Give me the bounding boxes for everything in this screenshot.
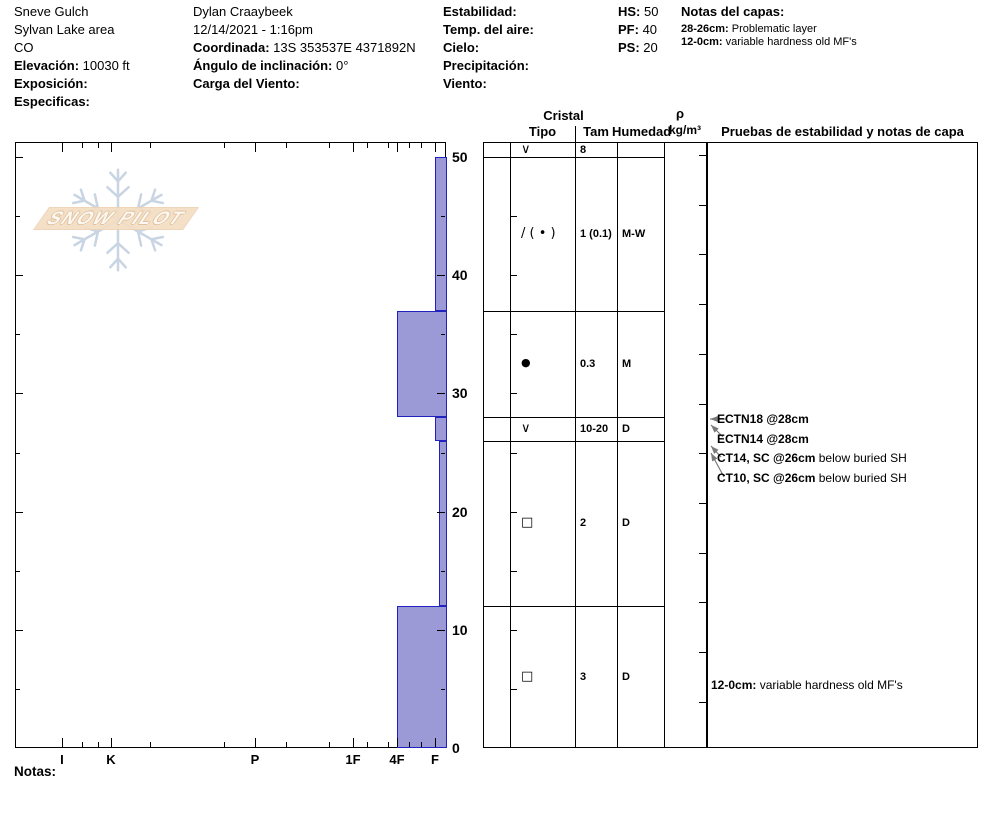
- table-depth-tick: [511, 334, 517, 335]
- header-field-label: Carga del Viento:: [193, 76, 300, 91]
- header-line: [443, 40, 479, 55]
- header-line: [193, 40, 416, 55]
- header-line: [443, 76, 487, 91]
- depth-axis-label: 40: [452, 267, 468, 284]
- depth-axis-label: 50: [452, 149, 468, 165]
- table-depth-tick: [511, 393, 517, 394]
- depth-axis-label: 30: [452, 385, 468, 402]
- stability-test-label: [717, 451, 907, 465]
- hardness-major-tick: [111, 143, 112, 152]
- density-tick: [699, 404, 707, 405]
- box-note-range: 12-0cm:: [711, 678, 757, 692]
- table-column-line: [617, 142, 618, 748]
- table-depth-tick: [511, 453, 517, 454]
- layer-note: [681, 23, 817, 35]
- depth-major-tick: [16, 512, 23, 513]
- density-tick: [699, 354, 707, 355]
- hardness-axis-label: P: [250, 752, 260, 767]
- depth-minor-tick: [16, 453, 20, 454]
- hardness-axis-label: I: [60, 752, 64, 767]
- hardness-major-tick: [62, 738, 63, 747]
- density-tick: [699, 652, 707, 653]
- header-field-value: 12/14/2021 - 1:16pm: [193, 22, 313, 37]
- depth-major-tick: [437, 512, 445, 513]
- hardness-minor-tick: [82, 742, 83, 747]
- rounded-grains-icon: ●: [521, 355, 531, 369]
- test-result: ECTN18 @28cm: [717, 412, 809, 426]
- header-field-value: Sylvan Lake area: [14, 22, 115, 37]
- table-depth-tick: [511, 512, 517, 513]
- header-line: [14, 40, 34, 55]
- hardness-axis-label: F: [431, 752, 439, 767]
- test-note: below buried SH: [815, 451, 907, 465]
- depth-minor-tick: [16, 689, 20, 690]
- stability-test-label: [717, 412, 809, 426]
- col-header-density-unit: kg/m³: [669, 123, 702, 137]
- moisture-value: D: [622, 422, 630, 435]
- header-line: [14, 94, 90, 109]
- col-header-cristal: Cristal: [543, 108, 584, 123]
- col-header-density: ρ: [676, 106, 685, 121]
- table-row-separator: [483, 311, 664, 312]
- header-field-label: PF:: [618, 22, 639, 37]
- header-field-label: Especificas:: [14, 94, 90, 109]
- depth-major-tick: [16, 275, 23, 276]
- surface-hoar-icon: ∨: [521, 141, 531, 157]
- hardness-minor-tick: [367, 143, 368, 148]
- header-line: [14, 76, 88, 91]
- header-field-value: 13S 353537E 4371892N: [269, 40, 416, 55]
- hardness-axis-label: K: [106, 752, 116, 767]
- depth-minor-tick: [441, 334, 445, 335]
- depth-major-tick: [16, 157, 23, 158]
- layer-note-text: Problematic layer: [728, 23, 817, 35]
- header-field-value: 10030 ft: [79, 58, 130, 73]
- grain-size-value: 10-20: [580, 422, 609, 435]
- hardness-minor-tick: [150, 742, 151, 747]
- surface-hoar-icon: ∨: [521, 420, 531, 436]
- layer-note-range: 28-26cm:: [681, 23, 729, 35]
- header-field-label: Temp. del aire:: [443, 22, 534, 37]
- hardness-minor-tick: [409, 143, 410, 148]
- header-field-label: PS:: [618, 40, 640, 55]
- grain-size-value: 2: [580, 517, 587, 530]
- table-depth-tick: [511, 630, 517, 631]
- depth-major-tick: [437, 275, 445, 276]
- layer-notes-title: Notas del capas:: [681, 4, 785, 19]
- header-line: [14, 22, 114, 37]
- table-row-separator: [483, 417, 664, 418]
- header-field-label: Cielo:: [443, 40, 480, 55]
- snowpilot-logo-text: SNOW PILOT: [42, 208, 191, 228]
- hardness-minor-tick: [329, 742, 330, 747]
- depth-major-tick: [16, 393, 23, 394]
- table-depth-tick: [511, 275, 517, 276]
- header-line: [618, 40, 658, 55]
- hardness-minor-tick: [421, 143, 422, 148]
- hardness-major-tick: [111, 738, 112, 747]
- moisture-value: D: [622, 517, 630, 530]
- decomposing-fragments-rounds-icon: / ( • ): [521, 225, 556, 241]
- header-field-label: Elevación:: [14, 58, 80, 73]
- header-field-value: Dylan Craaybeek: [193, 4, 293, 19]
- hardness-minor-tick: [150, 143, 151, 148]
- stability-test-label: [717, 432, 809, 446]
- notes-label: Notas:: [14, 764, 57, 779]
- hardness-minor-tick: [421, 742, 422, 747]
- header-line: [443, 4, 517, 19]
- density-tick: [699, 304, 707, 305]
- layer-note: [681, 36, 857, 48]
- depth-minor-tick: [16, 571, 20, 572]
- density-tick: [699, 602, 707, 603]
- hardness-major-tick: [397, 143, 398, 152]
- hardness-major-tick: [255, 143, 256, 152]
- hardness-axis-label: 4F: [389, 752, 405, 767]
- faceted-crystals-icon: □: [521, 669, 534, 685]
- hardness-minor-tick: [286, 742, 287, 747]
- test-result: CT10, SC @26cm: [717, 470, 816, 485]
- layer-note-in-box: [711, 678, 903, 692]
- hardness-major-tick: [353, 738, 354, 747]
- depth-axis-label: 20: [452, 503, 468, 520]
- depth-minor-tick: [441, 571, 445, 572]
- header-field-value: 0°: [332, 58, 349, 73]
- col-header-tipo: Tipo: [528, 124, 557, 139]
- header-line: [193, 76, 300, 91]
- header-field-label: Viento:: [443, 76, 487, 91]
- layer-note-range: 12-0cm:: [681, 36, 723, 48]
- header-line: [618, 22, 657, 37]
- depth-axis-label: 10: [452, 621, 468, 638]
- moisture-value: M-W: [622, 227, 646, 240]
- header-field-value: 50: [640, 4, 659, 19]
- hardness-major-tick: [435, 143, 436, 152]
- depth-minor-tick: [16, 216, 20, 217]
- hardness-major-tick: [435, 738, 436, 747]
- hardness-minor-tick: [388, 742, 389, 747]
- test-result: ECTN14 @28cm: [717, 431, 809, 446]
- col-header-tam: Tam: [583, 124, 609, 139]
- grain-size-value: 3: [580, 671, 587, 684]
- hardness-minor-tick: [224, 143, 225, 148]
- col-header-stability-tests: Pruebas de estabilidad y notas de capa: [721, 124, 964, 139]
- header-line: [14, 4, 88, 19]
- header-line: [193, 4, 293, 19]
- hardness-minor-tick: [388, 143, 389, 148]
- depth-axis-label: 0: [452, 740, 460, 756]
- density-tick: [699, 553, 707, 554]
- hardness-major-tick: [255, 738, 256, 747]
- hardness-minor-tick: [82, 143, 83, 148]
- header-field-label: Ángulo de inclinación:: [193, 58, 333, 73]
- hardness-minor-tick: [329, 143, 330, 148]
- hardness-axis-label: 1F: [345, 752, 361, 767]
- moisture-value: D: [622, 671, 630, 684]
- hardness-minor-tick: [286, 143, 287, 148]
- layer-bar-F-: [439, 441, 447, 606]
- table-depth-tick: [511, 571, 517, 572]
- depth-minor-tick: [441, 453, 445, 454]
- header-line: [193, 22, 313, 37]
- header-line: [618, 4, 658, 19]
- layer-note-text: variable hardness old MF's: [722, 36, 857, 48]
- header-field-label: Precipitación:: [443, 58, 529, 73]
- density-tick: [699, 254, 707, 255]
- header-line: [443, 22, 534, 37]
- moisture-value: M: [622, 357, 632, 370]
- hardness-major-tick: [397, 738, 398, 747]
- depth-major-tick: [437, 630, 445, 631]
- test-note: below buried SH: [815, 470, 907, 485]
- header-field-value: Sneve Gulch: [14, 4, 89, 19]
- hardness-minor-tick: [98, 742, 99, 747]
- layer-bar-4F: [397, 606, 447, 748]
- test-result: CT14, SC @26cm: [717, 451, 816, 465]
- header-field-value: CO: [14, 40, 34, 55]
- table-depth-tick: [511, 689, 517, 690]
- table-column-line: [510, 142, 511, 748]
- header-line: [14, 58, 130, 73]
- header-line: [443, 58, 529, 73]
- header-line: [193, 58, 348, 73]
- depth-minor-tick: [441, 689, 445, 690]
- table-column-line: [575, 142, 576, 748]
- hardness-profile-plot: [15, 142, 446, 748]
- table-row-separator: [483, 441, 664, 442]
- grain-size-value: 1 (0.1): [580, 227, 612, 240]
- grain-size-value: 8: [580, 143, 587, 156]
- density-tick: [699, 702, 707, 703]
- stability-test-label: [717, 471, 907, 485]
- depth-minor-tick: [16, 334, 20, 335]
- depth-minor-tick: [441, 216, 445, 217]
- depth-major-tick: [437, 393, 445, 394]
- header-field-value: 20: [639, 40, 658, 55]
- header-field-label: Estabilidad:: [443, 4, 517, 19]
- table-column-line: [664, 142, 665, 748]
- density-tick: [699, 205, 707, 206]
- hardness-major-tick: [353, 143, 354, 152]
- density-tick: [699, 453, 707, 454]
- layer-bar-F: [435, 417, 447, 441]
- col-header-humedad: Humedad: [612, 124, 672, 139]
- hardness-minor-tick: [367, 742, 368, 747]
- table-row-separator: [483, 157, 664, 158]
- layer-bar-F: [435, 157, 447, 311]
- table-depth-tick: [511, 216, 517, 217]
- depth-major-tick: [16, 630, 23, 631]
- hardness-minor-tick: [409, 742, 410, 747]
- layer-bar-4F: [397, 311, 447, 417]
- box-note-text: variable hardness old MF's: [756, 678, 903, 692]
- hardness-major-tick: [62, 143, 63, 152]
- header-field-value: 40: [638, 22, 658, 37]
- table-row-separator: [483, 606, 664, 607]
- header-field-label: Exposición:: [14, 76, 88, 91]
- header-field-label: HS:: [618, 4, 641, 19]
- table-cristal-divider-stub: [575, 126, 576, 142]
- header-field-label: Coordinada:: [193, 40, 270, 55]
- grain-size-value: 0.3: [580, 357, 596, 370]
- density-tick: [699, 155, 707, 156]
- faceted-crystals-icon: □: [521, 515, 534, 531]
- hardness-minor-tick: [98, 143, 99, 148]
- hardness-minor-tick: [224, 742, 225, 747]
- density-tick: [699, 503, 707, 504]
